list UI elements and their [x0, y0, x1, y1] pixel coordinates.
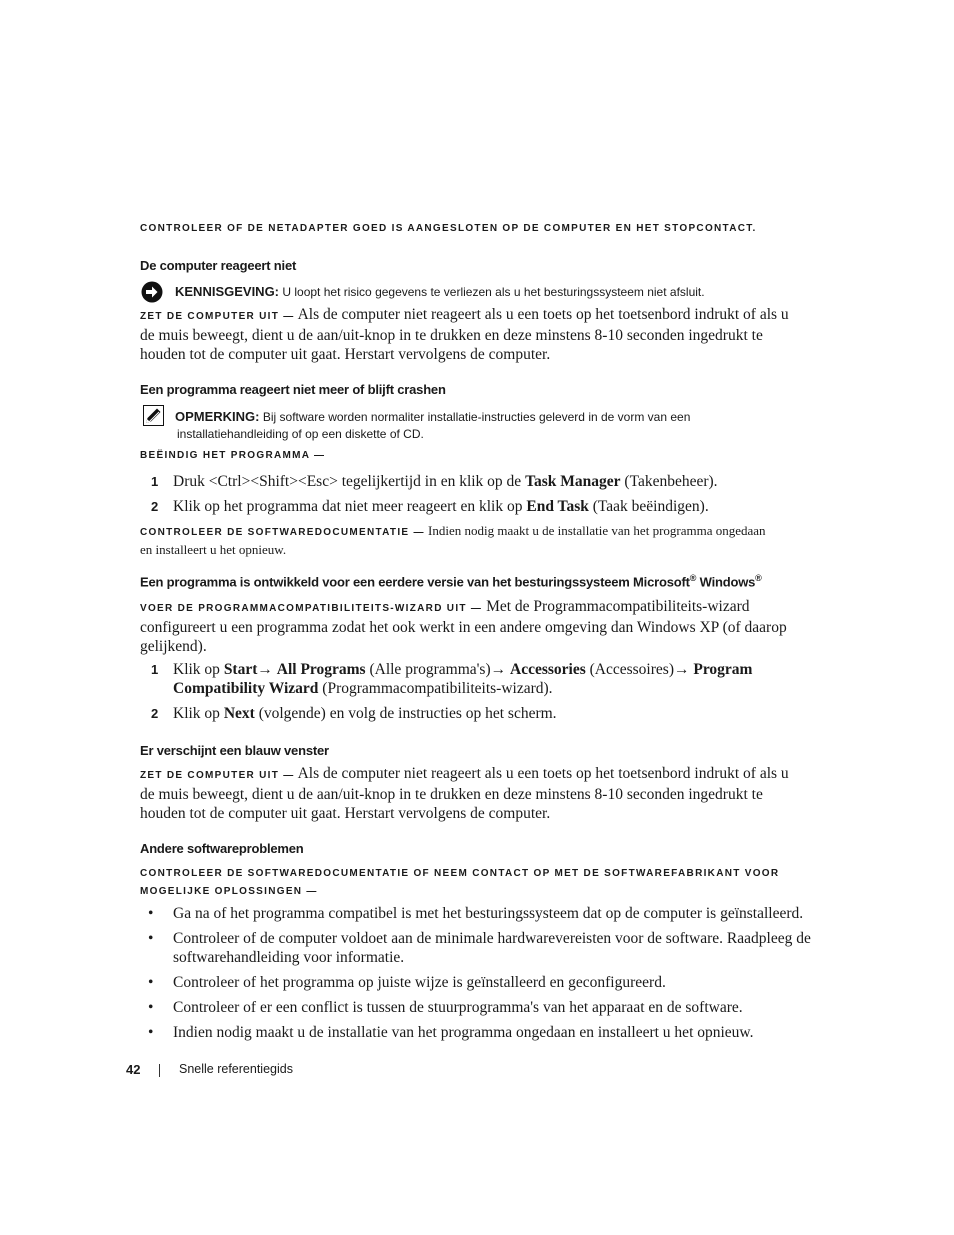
power-off-paragraph-2: ZET DE COMPUTER UIT — Als de computer niet reageert als u een toets op het toetsenbord indrukt of als u de muis beweegt, dient u de aan/uit-knop in te drukken en deze minstens 8-10 seconden ingedrukt te houden tot de computer uit gaat. Herstart vervolgens de computer.	[140, 765, 789, 822]
next-label: Next	[223, 705, 255, 722]
start-label: Start	[223, 661, 258, 678]
list-item: 1 Druk <Ctrl><Shift><Esc> tegelijkertijd in en klik op de Task Manager (Takenbeheer).	[140, 472, 815, 491]
compat-wizard-label: Compatibility Wizard	[173, 680, 319, 697]
bullet-icon: •	[148, 999, 154, 1016]
note-label: OPMERKING:	[175, 409, 260, 424]
run-head-software-doc: CONTROLEER DE SOFTWAREDOCUMENTATIE —	[140, 527, 425, 538]
task-manager-label: Task Manager	[525, 473, 621, 490]
note-text: OPMERKING: Bij software worden normaliter installatie-instructies geleverd in de vorm van een installatiehandleiding of op een diskette of CD.	[175, 409, 691, 441]
bullet-icon: •	[148, 905, 154, 922]
step-number: 1	[151, 474, 159, 489]
footer-title: Snelle referentiegids	[179, 1062, 293, 1076]
section-title-computer-not-responding: De computer reageert niet	[140, 258, 297, 273]
software-doc-paragraph: CONTROLEER DE SOFTWAREDOCUMENTATIE — Indien nodig maakt u de installatie van het programma ongedaan en installeert u het opnieuw.	[140, 523, 766, 557]
run-head-power-off-2: ZET DE COMPUTER UIT —	[140, 770, 295, 781]
section-title-program-crashes: Een programma reageert niet meer of blijft crashen	[140, 382, 446, 397]
list-item: 2 Klik op het programma dat niet meer reageert en klik op End Task (Taak beëindigen).	[140, 497, 815, 516]
step-number: 2	[151, 706, 159, 721]
note-pencil-icon	[143, 405, 164, 426]
accessories-label: Accessories	[510, 661, 586, 678]
bullet-icon: •	[148, 930, 154, 947]
notice-label: KENNISGEVING:	[175, 284, 280, 299]
list-item: • Controleer of het programma op juiste wijze is geïnstalleerd en geconfigureerd.	[140, 973, 815, 992]
footer-divider	[159, 1064, 160, 1077]
list-item: • Controleer of de computer voldoet aan de minimale hardwarevereisten voor de software. Raadpleeg de softwarehandleiding voor informatie.	[140, 929, 815, 967]
list-item: 1 Klik op Start→ All Programs (Alle programma's)→ Accessories (Accessoires)→ Program Compatibility Wizard (Programmacompatibiliteits-wizard).	[140, 660, 815, 698]
list-item: • Ga na of het programma compatibel is met het besturingssysteem dat op de computer is geïnstalleerd.	[140, 904, 815, 923]
step-number: 1	[151, 662, 159, 677]
bullet-icon: •	[148, 974, 154, 991]
compat-wizard-paragraph: VOER DE PROGRAMMACOMPATIBILITEITS-WIZARD UIT — Met de Programmacompatibiliteits-wizard configureert u een programma zodat het ook werkt in een andere omgeving dan Windows XP (of daarop gelijkend).	[140, 598, 787, 655]
notice-text: KENNISGEVING: U loopt het risico gegevens te verliezen als u het besturingssysteem niet afsluit.	[175, 284, 705, 299]
step-number: 2	[151, 499, 159, 514]
notice-icon	[141, 281, 163, 303]
list-item: • Controleer of er een conflict is tussen de stuurprogramma's van het apparaat en de software.	[140, 998, 815, 1017]
end-task-label: End Task	[526, 498, 589, 515]
list-item: 2 Klik op Next (volgende) en volg de instructies op het scherm.	[140, 704, 815, 723]
run-head-compat-wizard: VOER DE PROGRAMMACOMPATIBILITEITS-WIZARD UIT —	[140, 603, 483, 614]
page-number: 42	[126, 1062, 141, 1077]
section-title-other-software: Andere softwareproblemen	[140, 841, 304, 856]
power-off-paragraph: ZET DE COMPUTER UIT — Als de computer niet reageert als u een toets op het toetsenbord indrukt of als u de muis beweegt, dient u de aan/uit-knop in te drukken en deze minstens 8-10 seconden ingedrukt te houden tot de computer uit gaat. Herstart vervolgens de computer.	[140, 306, 789, 363]
run-head-contact-vendor: CONTROLEER DE SOFTWAREDOCUMENTATIE OF NEEM CONTACT OP MET DE SOFTWAREFABRIKANT VOOR MOGELIJKE OPLOSSINGEN —	[140, 868, 780, 897]
section-title-older-version: Een programma is ontwikkeld voor een eerdere versie van het besturingssysteem Microsoft® Windows®	[140, 573, 762, 590]
adapter-check-heading: CONTROLEER OF DE NETADAPTER GOED IS AANGESLOTEN OP DE COMPUTER EN HET STOPCONTACT.	[140, 223, 757, 234]
program-label: Program	[693, 661, 753, 678]
all-programs-label: All Programs	[276, 661, 366, 678]
section-title-blue-screen: Er verschijnt een blauw venster	[140, 743, 329, 758]
bullet-icon: •	[148, 1024, 154, 1041]
list-item: • Indien nodig maakt u de installatie van het programma ongedaan en installeert u het opnieuw.	[140, 1023, 815, 1042]
run-head-end-program: BEËINDIG HET PROGRAMMA —	[140, 450, 326, 461]
run-head-power-off: ZET DE COMPUTER UIT —	[140, 311, 295, 322]
